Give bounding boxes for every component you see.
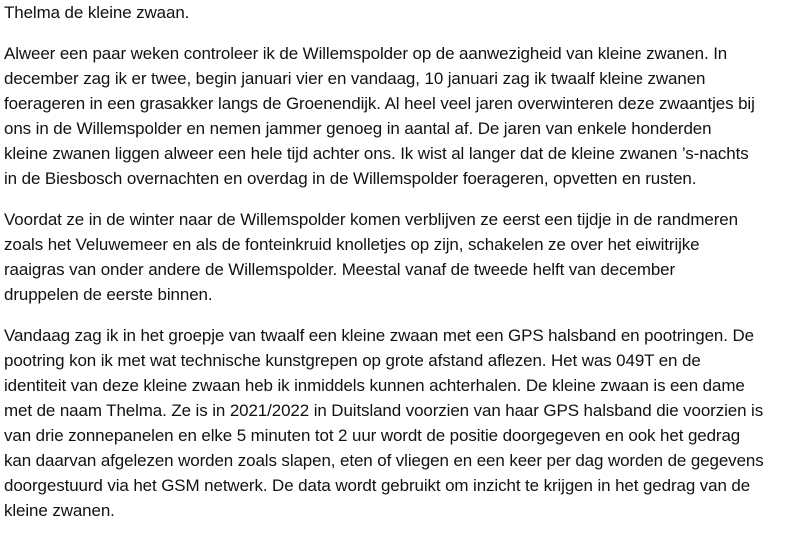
text-line: Alweer een paar weken controleer ik de Willemspolder op de aanwezigheid van kleine zwanen. In bbox=[4, 44, 728, 63]
paragraph-spacer bbox=[4, 191, 796, 207]
text-line: kleine zwanen. bbox=[4, 501, 115, 520]
text-line: met de naam Thelma. Ze is in 2021/2022 in Duitsland voorzien van haar GPS halsband die voorzien is bbox=[4, 401, 764, 420]
paragraph bbox=[4, 323, 796, 523]
paragraph-spacer bbox=[4, 307, 796, 323]
paragraph-spacer bbox=[4, 25, 796, 41]
text-line: identiteit van deze kleine zwaan heb ik inmiddels kunnen achterhalen. De kleine zwaan is een dame bbox=[4, 376, 745, 395]
text-line: in de Biesbosch overnachten en overdag in de Willemspolder foerageren, opvetten en rusten. bbox=[4, 169, 697, 188]
text-line: doorgestuurd via het GSM netwerk. De data wordt gebruikt om inzicht te krijgen in het gedrag van de bbox=[4, 476, 751, 495]
text-line: Voordat ze in de winter naar de Willemspolder komen verblijven ze eerst een tijdje in de randmeren bbox=[4, 210, 738, 229]
text-line: zoals het Veluwemeer en als de fonteinkruid knolletjes op zijn, schakelen ze over het eiwitrijke bbox=[4, 235, 700, 254]
text-line: Vandaag zag ik in het groepje van twaalf een kleine zwaan met een GPS halsband en pootringen. De bbox=[4, 326, 754, 345]
paragraph bbox=[4, 41, 796, 191]
document-body bbox=[4, 0, 796, 523]
text-line: raaigras van onder andere de Willemspolder. Meestal vanaf de tweede helft van december bbox=[4, 260, 676, 279]
text-line: kleine zwanen liggen alweer een hele tijd achter ons. Ik wist al langer dat de kleine zwanen ’s-nachts bbox=[4, 144, 749, 163]
text-line: pootring kon ik met wat technische kunstgrepen op grote afstand aflezen. Het was 049T en de bbox=[4, 351, 701, 370]
document-title: Thelma de kleine zwaan. bbox=[4, 3, 190, 22]
text-line: foerageren in een grasakker langs de Groenendijk. Al heel veel jaren overwinteren deze zwaantjes bij bbox=[4, 94, 755, 113]
text-line: ons in de Willemspolder en nemen jammer genoeg in aantal af. De jaren van enkele honderden bbox=[4, 119, 712, 138]
text-line: van drie zonnepanelen en elke 5 minuten tot 2 uur wordt de positie doorgegeven en ook het gedrag bbox=[4, 426, 741, 445]
text-line: druppelen de eerste binnen. bbox=[4, 285, 213, 304]
paragraph bbox=[4, 207, 796, 307]
text-line: december zag ik er twee, begin januari vier en vandaag, 10 januari zag ik twaalf kleine zwanen bbox=[4, 69, 706, 88]
text-line: kan daarvan afgelezen worden zoals slapen, eten of vliegen en een keer per dag worden de gegevens bbox=[4, 451, 764, 470]
